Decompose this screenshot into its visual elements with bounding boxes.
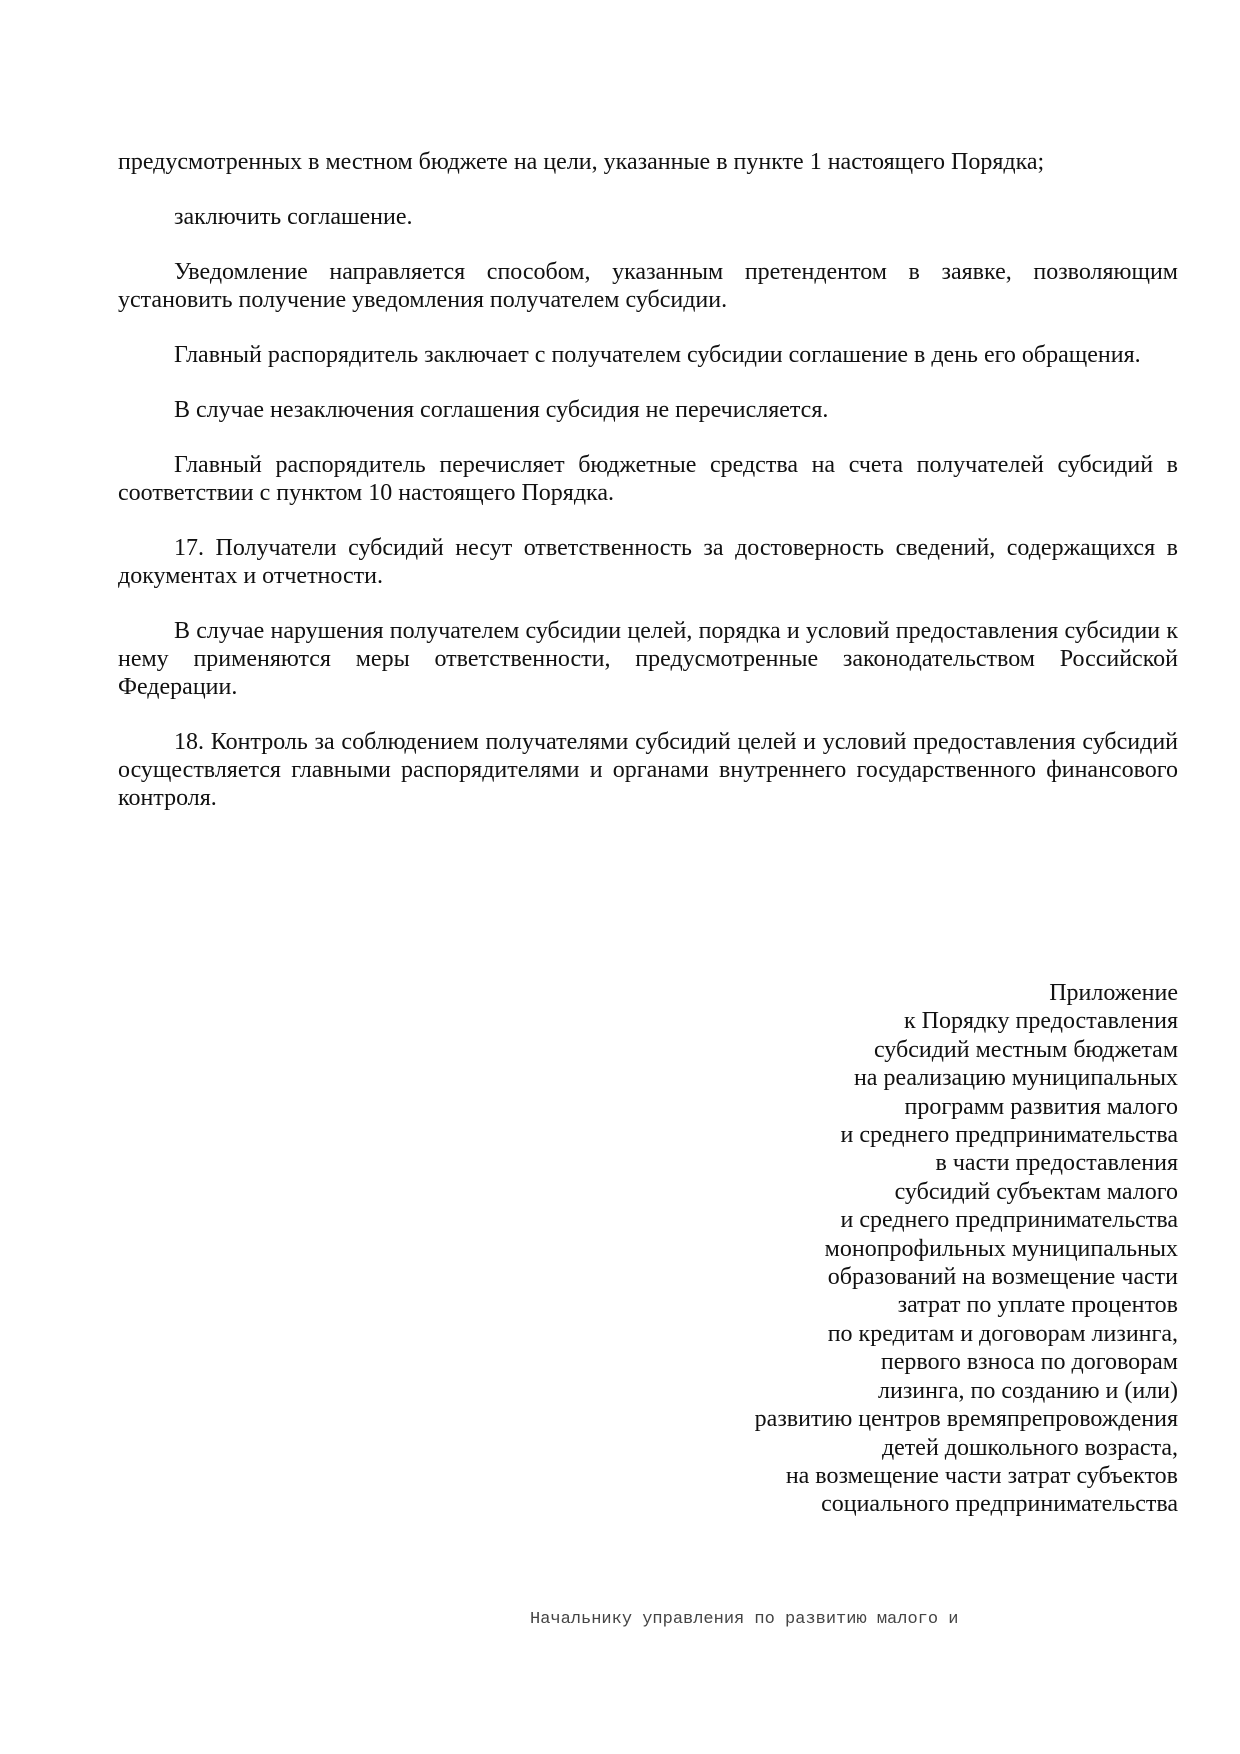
appendix-line: в части предоставления — [935, 1150, 1178, 1177]
appendix-line: образований на возмещение части — [827, 1264, 1178, 1291]
appendix-line: первого взноса по договорам — [880, 1349, 1178, 1376]
document-body — [118, 148, 1178, 839]
appendix-line: Приложение — [1049, 980, 1178, 1006]
appendix-heading — [618, 979, 1178, 1519]
appendix-line: лизинга, по созданию и (или) — [878, 1377, 1178, 1404]
appendix-line: субсидий местным бюджетам — [873, 1036, 1178, 1063]
appendix-line: к Порядку предоставления — [903, 1008, 1178, 1035]
addressee-line: Начальнику управления по развитию малого и — [530, 1610, 959, 1629]
paragraph-violation-measures: В случае нарушения получателем субсидии целей, порядка и условий предоставления субсидии к нему применяются меры ответственности, предусмотренные законодательством Российской Федерации. — [118, 618, 1178, 700]
appendix-line: развитию центров времяпрепровождения — [754, 1406, 1178, 1433]
paragraph-continuation: предусмотренных в местном бюджете на цели, указанные в пункте 1 настоящего Порядка; — [118, 149, 1045, 175]
appendix-line: и среднего предпринимательства — [840, 1207, 1178, 1234]
appendix-line: затрат по уплате процентов — [897, 1292, 1178, 1319]
paragraph-no-agreement: В случае незаключения соглашения субсидия не перечисляется. — [174, 397, 829, 423]
paragraph-agreement-day: Главный распорядитель заключает с получателем субсидии соглашение в день его обращения. — [174, 342, 1141, 368]
appendix-line: субсидий субъектам малого — [894, 1178, 1178, 1205]
paragraph-item-17: 17. Получатели субсидий несут ответственность за достоверность сведений, содержащихся в документах и отчетности. — [118, 535, 1178, 589]
appendix-line: программ развития малого — [904, 1093, 1178, 1120]
paragraph-notification: Уведомление направляется способом, указанным претендентом в заявке, позволяющим установить получение уведомления получателем субсидии. — [118, 259, 1178, 313]
paragraph-conclude-agreement: заключить соглашение. — [174, 204, 413, 230]
appendix-line: на возмещение части затрат субъектов — [785, 1462, 1178, 1489]
appendix-line: на реализацию муниципальных — [853, 1065, 1178, 1092]
appendix-line: детей дошкольного возраста, — [881, 1434, 1178, 1461]
appendix-line: и среднего предпринимательства — [840, 1122, 1178, 1149]
paragraph-item-18: 18. Контроль за соблюдением получателями субсидий целей и условий предоставления субсидий осуществляется главными распорядителями и органами внутреннего государственного финансового контроля. — [118, 729, 1178, 811]
appendix-line: монопрофильных муниципальных — [824, 1235, 1178, 1262]
appendix-line: по кредитам и договорам лизинга, — [827, 1320, 1178, 1347]
paragraph-transfer-funds: Главный распорядитель перечисляет бюджетные средства на счета получателей субсидий в соответствии с пунктом 10 настоящего Порядка. — [118, 452, 1178, 506]
appendix-line: социального предпринимательства — [821, 1491, 1178, 1518]
